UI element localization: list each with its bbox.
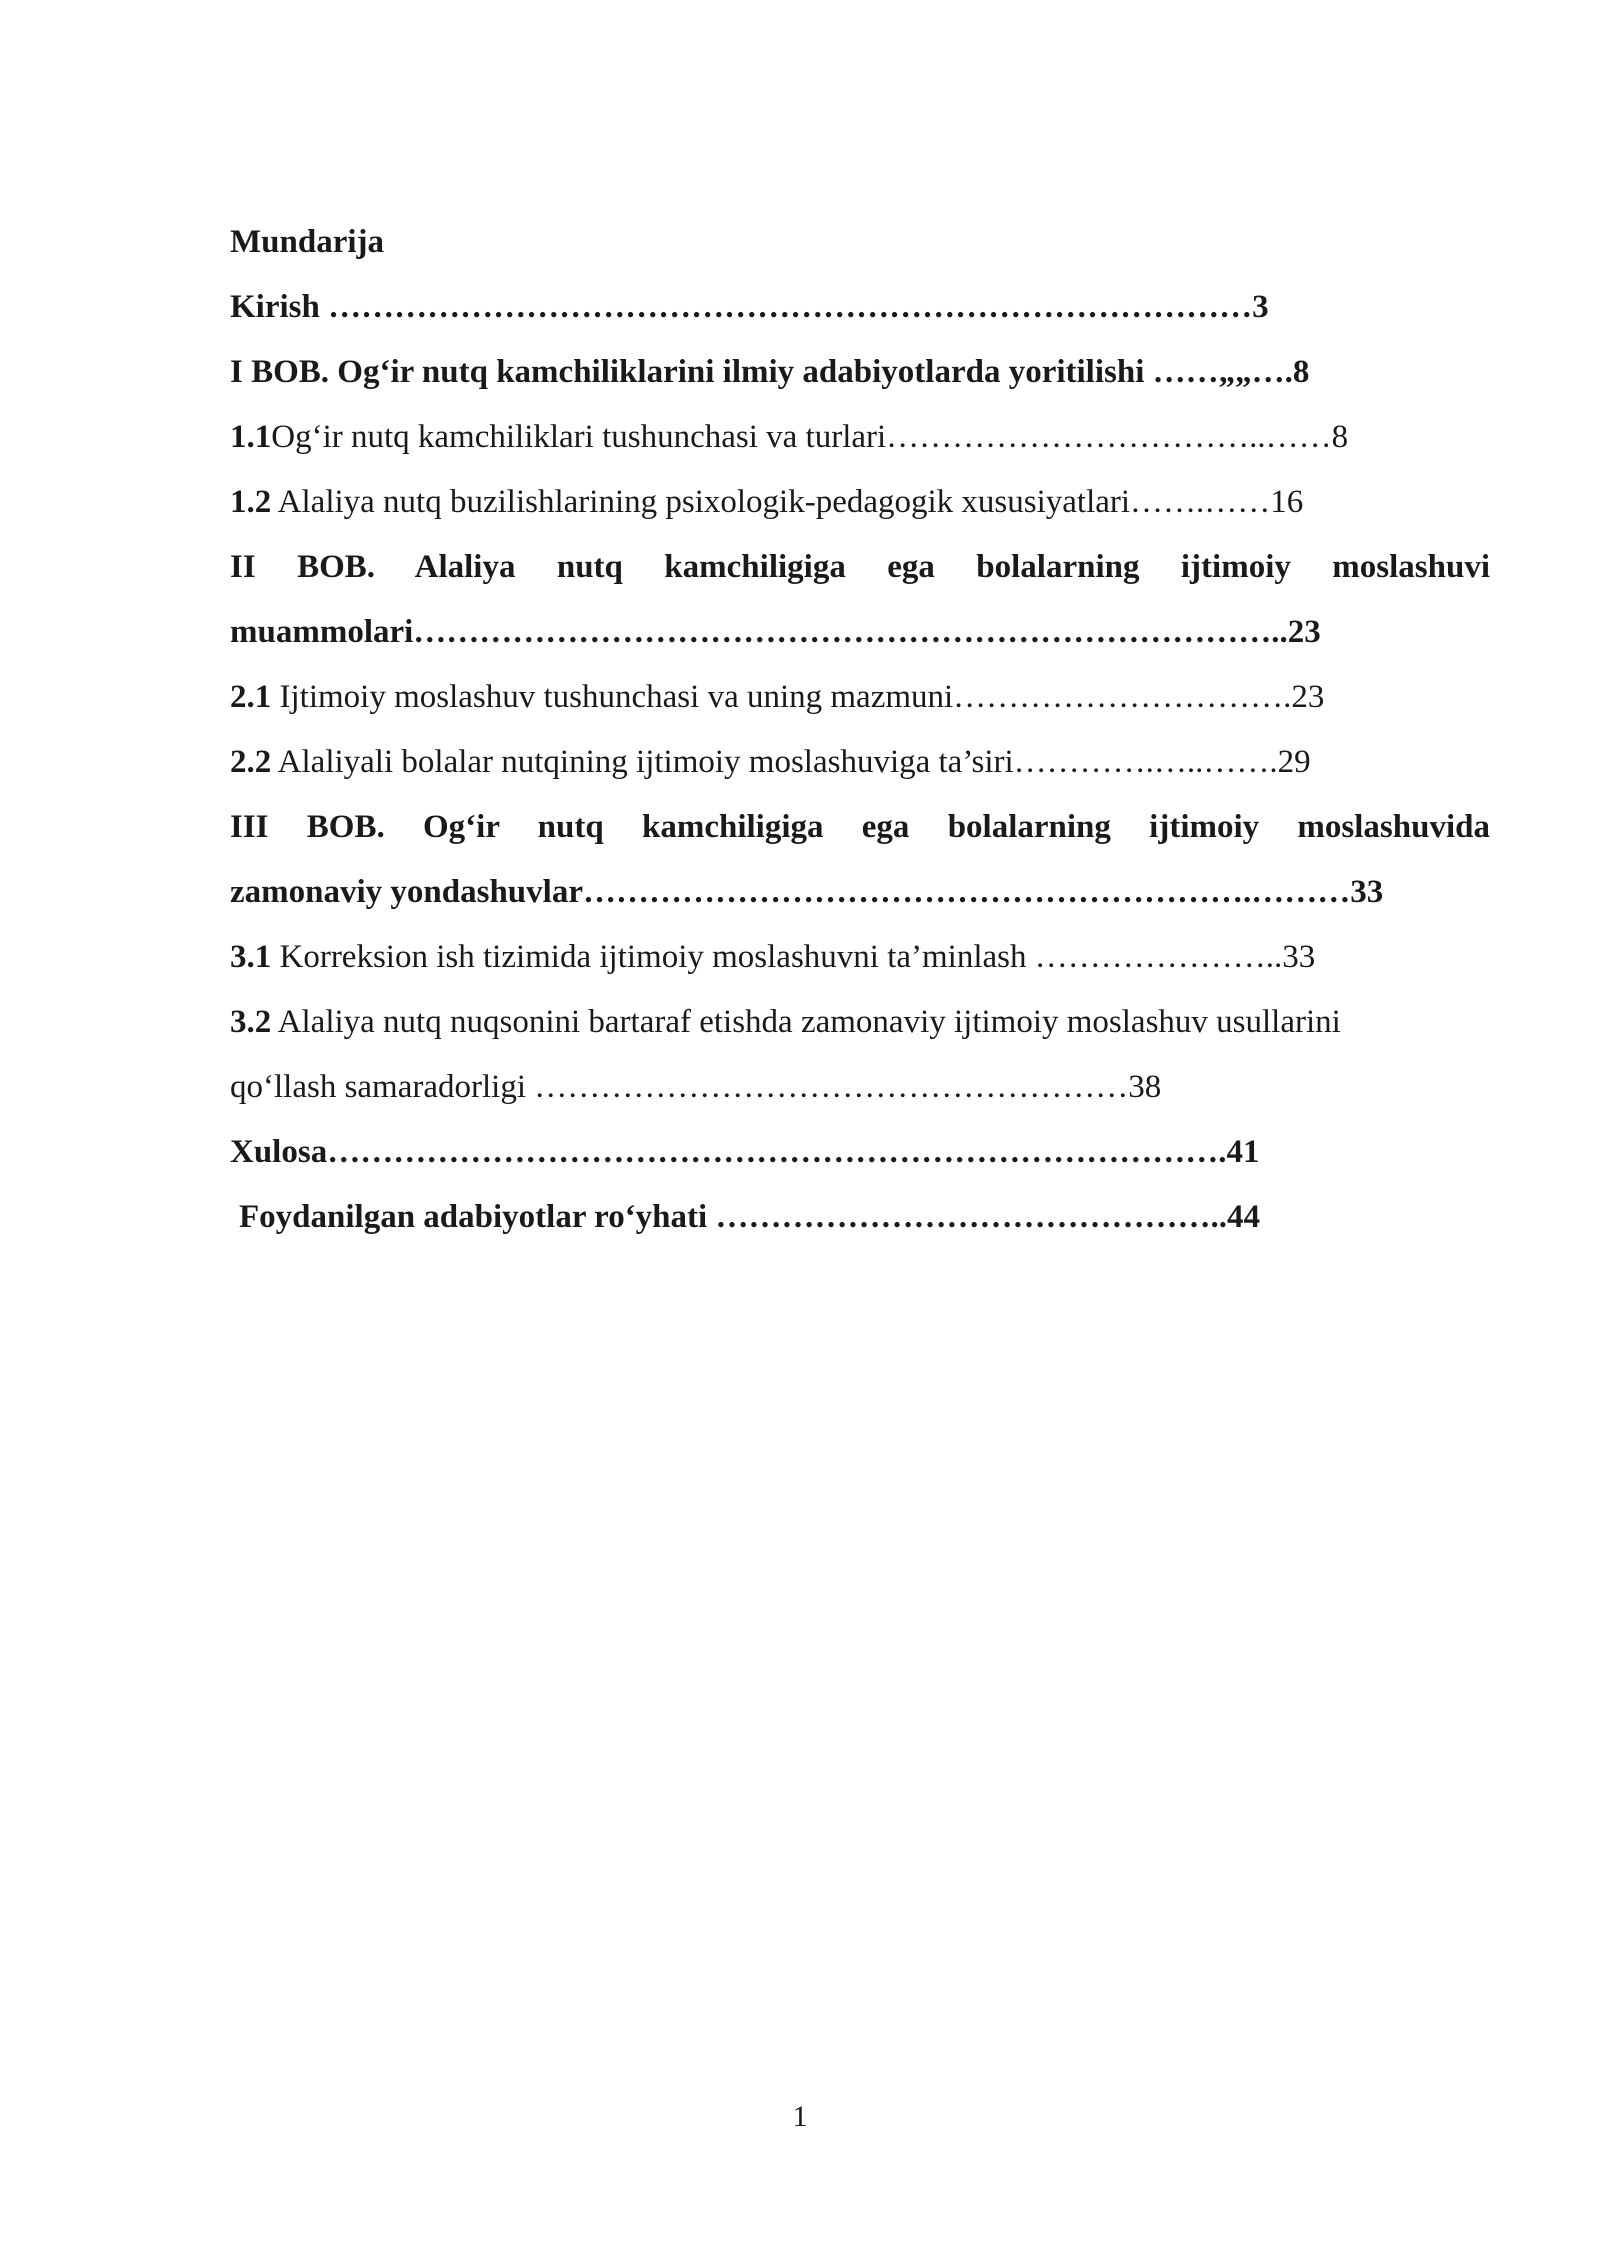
toc-entry-3-2 bbox=[230, 990, 1490, 1055]
toc-entry-3-1 bbox=[230, 925, 1490, 990]
toc-entry-3-1-text: Korreksion ish tizimida ijtimoiy moslashuvni ta’minlash …………………..33 bbox=[271, 939, 1316, 975]
toc-entry-2-2 bbox=[230, 730, 1490, 795]
toc-entry-1-2-number: 1.2 bbox=[230, 484, 272, 520]
toc-entry-2-2-number: 2.2 bbox=[230, 744, 272, 780]
toc-entry-2-1-text: Ijtimoiy moslashuv tushunchasi va uning mazmuni………………………….23 bbox=[271, 679, 1325, 715]
toc-entry-1-2-text: Alaliya nutq buzilishlarining psixologik-pedagogik xususiyatlari…….……16 bbox=[271, 484, 1304, 520]
toc-entry-3-2-line2: qo‘llash samaradorligi ………………………………………………38 bbox=[230, 1069, 1162, 1105]
toc-entry-1-1-text: Og‘ir nutq kamchiliklari tushunchasi va turlari……………………………..……8 bbox=[271, 419, 1349, 455]
toc-entry-xulosa: Xulosa……………………………………………………………………….41 bbox=[230, 1134, 1260, 1170]
toc-entry-1-1 bbox=[230, 405, 1490, 470]
toc-entry-2-1-number: 2.1 bbox=[230, 679, 272, 715]
toc-entry-bob1: I BOB. Og‘ir nutq kamchiliklarini ilmiy adabiyotlarda yoritilishi ……„„….8 bbox=[230, 354, 1310, 390]
toc-entry-2-2-text: Alaliyali bolalar nutqining ijtimoiy moslashuviga ta’siri………….…..…….29 bbox=[271, 744, 1311, 780]
toc-entry-3-2-text: Alaliya nutq nuqsonini bartaraf etishda zamonaviy ijtimoiy moslashuv usullarini bbox=[271, 1004, 1341, 1040]
toc-entry-foydanilgan: Foydanilgan adabiyotlar ro‘yhati ………………………………………..44 bbox=[239, 1199, 1260, 1235]
toc-entry-kirish: Kirish …………………………………………………………………………3 bbox=[230, 289, 1269, 325]
toc-entry-1-2 bbox=[230, 470, 1490, 535]
toc-entry-bob3-line2: zamonaviy yondashuvlar…………………………………………………….………33 bbox=[230, 874, 1384, 910]
toc-entry-bob2-line2: muammolari……………………………………………………………………..23 bbox=[230, 614, 1321, 650]
page-number: 1 bbox=[792, 2100, 808, 2133]
toc-entry-bob3-line1: III BOB. Og‘ir nutq kamchiligiga ega bolalarning ijtimoiy moslashuvida bbox=[230, 809, 1490, 845]
toc-entry-2-1 bbox=[230, 665, 1490, 730]
table-of-contents bbox=[230, 210, 1490, 1250]
toc-entry-3-2-number: 3.2 bbox=[230, 1004, 272, 1040]
toc-entry-1-1-number: 1.1 bbox=[230, 419, 272, 455]
toc-entry-3-1-number: 3.1 bbox=[230, 939, 272, 975]
toc-title: Mundarija bbox=[230, 224, 385, 260]
toc-entry-bob2-line1: II BOB. Alaliya nutq kamchiligiga ega bolalarning ijtimoiy moslashuvi bbox=[230, 549, 1490, 585]
